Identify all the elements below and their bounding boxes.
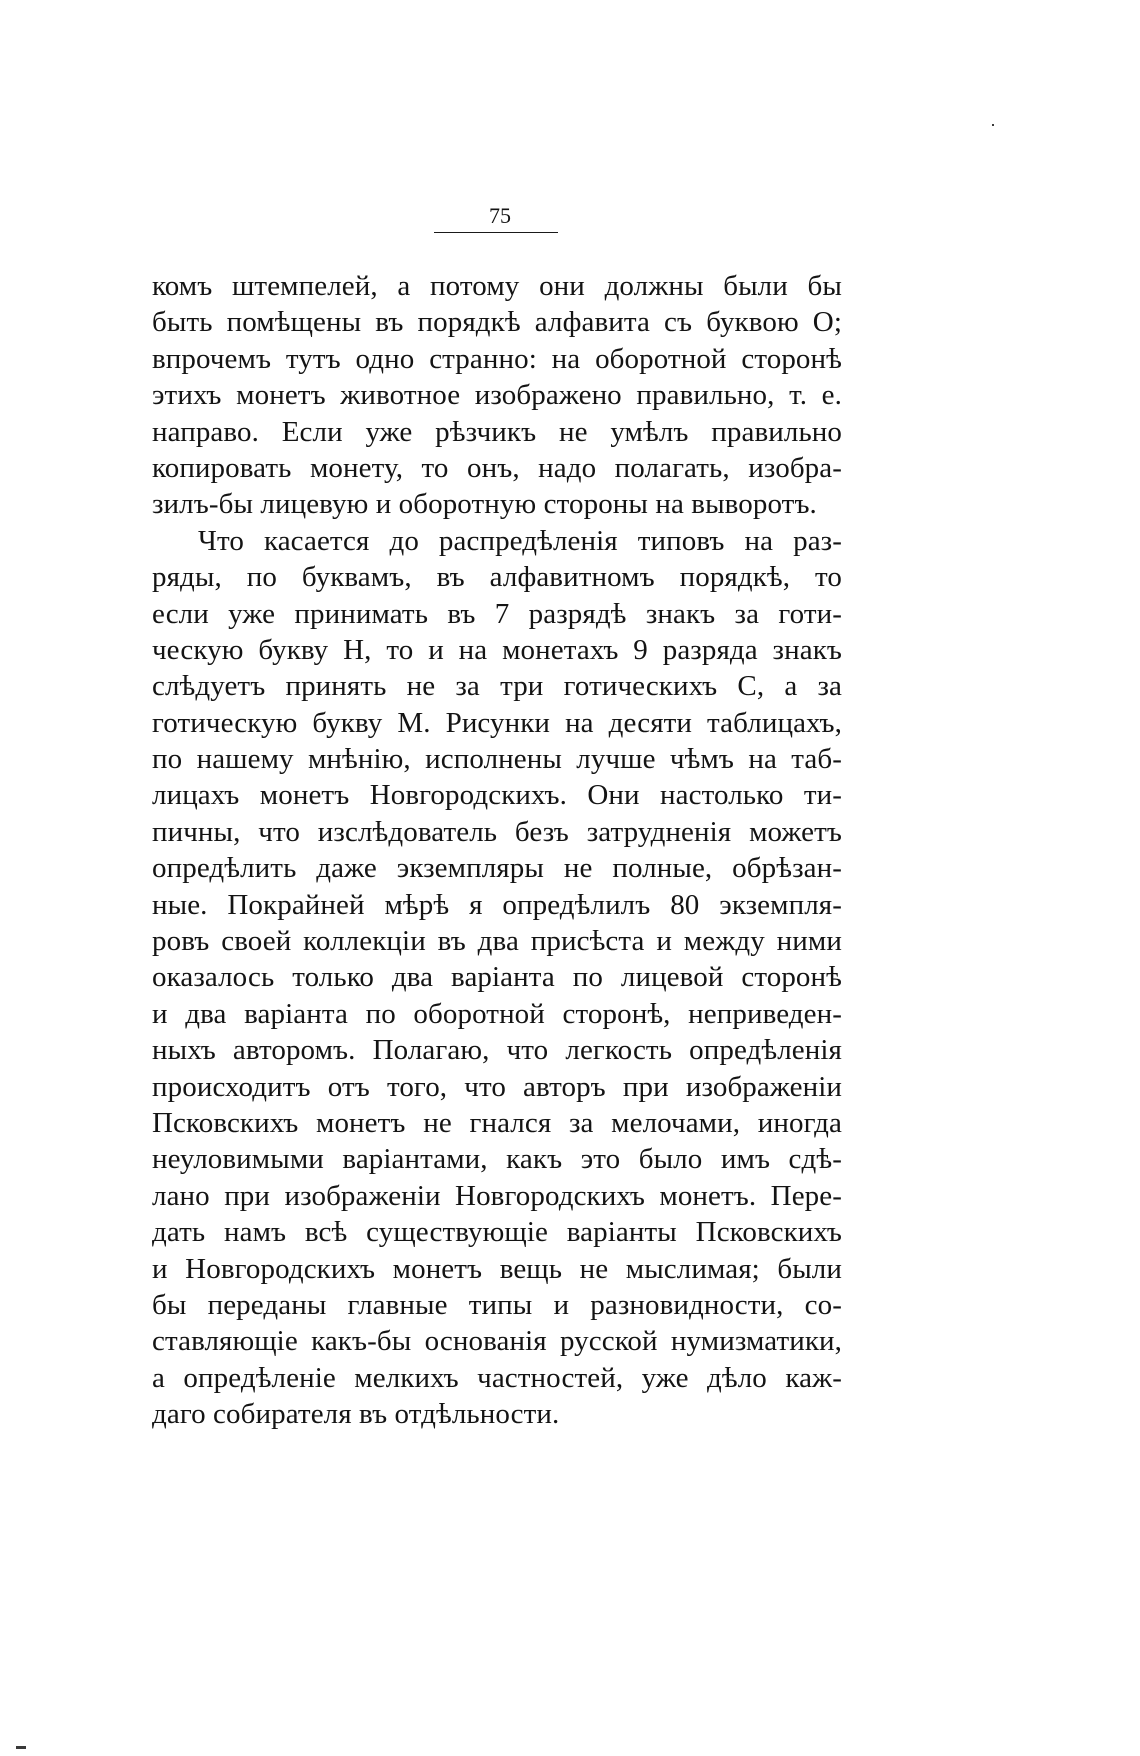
text-line: даго собирателя въ отдѣльности. (152, 1398, 560, 1431)
text-line: а опредѣленіе мелкихъ частностей, уже дѣло каж- (152, 1361, 842, 1394)
text-line: и Новгородскихъ монетъ вещь не мыслимая; были (152, 1252, 842, 1285)
text-line: ныхъ авторомъ. Полагаю, что легкость опредѣленія (152, 1034, 842, 1067)
scan-speck (992, 124, 994, 126)
text-line: по нашему мнѣнію, исполнены лучше чѣмъ на таб- (152, 743, 842, 776)
page-number: 75 (489, 203, 511, 228)
text-line: ровъ своей коллекціи въ два присѣста и между ними (152, 925, 842, 958)
text-line: неуловимыми варіантами, какъ это было имъ сдѣ- (152, 1143, 842, 1176)
text-line: если уже принимать въ 7 разрядѣ знакъ за готи- (152, 597, 842, 630)
text-line: этихъ монетъ животное изображено правильно, т. е. (152, 379, 842, 412)
page-number-rule (434, 232, 558, 233)
text-line: ные. Покрайней мѣрѣ я опредѣлилъ 80 экземпля- (152, 888, 842, 921)
text-line: пичны, что изслѣдователь безъ затрудненія можетъ (152, 815, 842, 848)
text-line: впрочемъ тутъ одно странно: на оборотной сторонѣ (152, 342, 842, 375)
text-line: ческую букву Н, то и на монетахъ 9 разряда знакъ (152, 633, 842, 666)
body-text (152, 268, 842, 1433)
text-line: Псковскихъ монетъ не гнался за мелочами, иногда (152, 1106, 842, 1139)
text-line: лицахъ монетъ Новгородскихъ. Они настолько ти- (152, 779, 842, 812)
text-line: комъ штемпелей, а потому они должны были бы (152, 270, 842, 302)
text-line: происходитъ отъ того, что авторъ при изображеніи (152, 1070, 842, 1103)
text-line: дать намъ всѣ существующіе варіанты Псковскихъ (152, 1216, 842, 1249)
scan-edge-mark (16, 1746, 26, 1749)
text-line: ряды, по буквамъ, въ алфавитномъ порядкѣ, то (152, 561, 842, 594)
text-line: направо. Если уже рѣзчикъ не умѣлъ правильно (152, 415, 842, 448)
text-line: готическую букву М. Рисунки на десяти таблицахъ, (152, 706, 842, 739)
paragraph-start-line: Что касается до распредѣленія типовъ на раз- (198, 524, 842, 557)
text-line: быть помѣщены въ порядкѣ алфавита съ буквою О; (152, 306, 842, 339)
text-line: опредѣлить даже экземпляры не полные, обрѣзан- (152, 852, 842, 885)
text-line: слѣдуетъ принять не за три готическихъ С, а за (152, 670, 842, 703)
text-line: бы переданы главные типы и разновидности, со- (152, 1288, 842, 1321)
text-line: копировать монету, то онъ, надо полагать, изобра- (152, 451, 842, 484)
text-line: зилъ-бы лицевую и оборотную стороны на выворотъ. (152, 488, 817, 521)
text-line: и два варіанта по оборотной сторонѣ, неприведен- (152, 997, 842, 1030)
text-line: ставляющіе какъ-бы основанія русской нумизматики, (152, 1325, 842, 1358)
text-line: оказалось только два варіанта по лицевой сторонѣ (152, 961, 842, 994)
text-line: лано при изображеніи Новгородскихъ монетъ. Пере- (152, 1179, 842, 1212)
